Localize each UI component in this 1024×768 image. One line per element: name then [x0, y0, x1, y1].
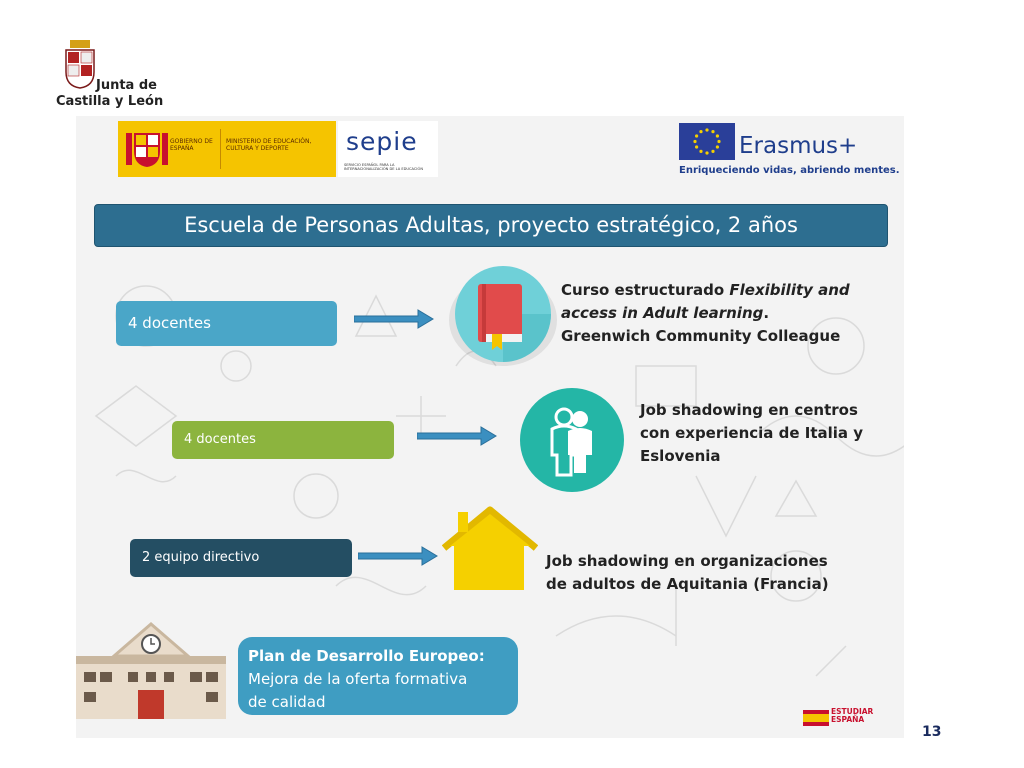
row2-desc-line2: con experiencia de Italia y	[640, 424, 864, 442]
row3-desc-line2: de adultos de Aquitania (Francia)	[546, 575, 829, 593]
spain-shield-icon	[126, 129, 168, 169]
slide	[76, 116, 904, 738]
row3-label-box: 2 equipo directivo	[130, 539, 352, 577]
row3-description	[546, 550, 876, 596]
row1-desc-period: .	[763, 304, 770, 322]
row1-desc-line3: Greenwich Community Colleague	[561, 327, 841, 345]
arrow-right-icon	[354, 309, 434, 329]
page-number: 13	[922, 724, 942, 740]
arrow-right-icon	[358, 546, 438, 566]
row1-desc-italic2: access in Adult learning	[561, 304, 764, 322]
plan-callout	[238, 637, 518, 715]
row1-description	[561, 279, 881, 348]
arrow-right-icon	[417, 426, 497, 446]
row2-label-box: 4 docentes	[172, 421, 394, 459]
estudiar-espana-logo	[803, 704, 874, 732]
row2-desc-line1: Job shadowing en centros	[640, 401, 858, 419]
row1-label-box: 4 docentes	[116, 301, 337, 346]
book-icon	[446, 264, 560, 366]
estudiar-text	[831, 708, 873, 724]
erasmus-name: Erasmus+	[739, 133, 858, 159]
plan-title: Plan de Desarrollo Europeo:	[248, 647, 485, 665]
logo-line2: Castilla y León	[56, 94, 164, 109]
row3-desc-line1: Job shadowing en organizaciones	[546, 552, 828, 570]
erasmus-tagline: Enriqueciendo vidas, abriendo mentes.	[679, 165, 900, 176]
people-icon	[516, 387, 628, 493]
logo-line1: Junta de	[96, 78, 157, 93]
estudiar-line2: ESPAÑA	[831, 715, 865, 724]
gobierno-logo	[118, 121, 336, 177]
eu-flag-icon	[679, 123, 735, 160]
sepie-subtitle: SERVICIO ESPAÑOL PARA LA INTERNACIONALIZACIÓN DE LA EDUCACIÓN	[344, 163, 424, 171]
row2-description	[640, 399, 900, 468]
sepie-logo	[338, 121, 438, 177]
row2-desc-line3: Eslovenia	[640, 447, 721, 465]
estudiar-line1: ESTUDIAR	[831, 707, 874, 716]
ministerio-text: MINISTERIO DE EDUCACIÓN, CULTURA Y DEPORTE	[226, 138, 312, 152]
row1-desc-italic1: Flexibility and	[729, 281, 850, 299]
house-icon	[442, 506, 538, 592]
title-banner	[94, 204, 888, 247]
spain-flag-icon	[803, 710, 829, 726]
gobierno-text: GOBIERNO DE ESPAÑA	[170, 138, 213, 152]
row1-desc-plain: Curso estructurado	[561, 281, 730, 299]
sepie-name: sepie	[346, 127, 418, 156]
plan-line2: Mejora de la oferta formativa	[248, 670, 468, 688]
erasmus-logo	[679, 123, 900, 181]
coat-of-arms-icon	[62, 40, 98, 90]
sponsor-divider	[220, 129, 221, 169]
plan-line3: de calidad	[248, 693, 326, 711]
slide-title: Escuela de Personas Adultas, proyecto estratégico, 2 años	[184, 213, 798, 237]
school-building-icon	[76, 616, 226, 719]
junta-logo	[56, 40, 176, 112]
